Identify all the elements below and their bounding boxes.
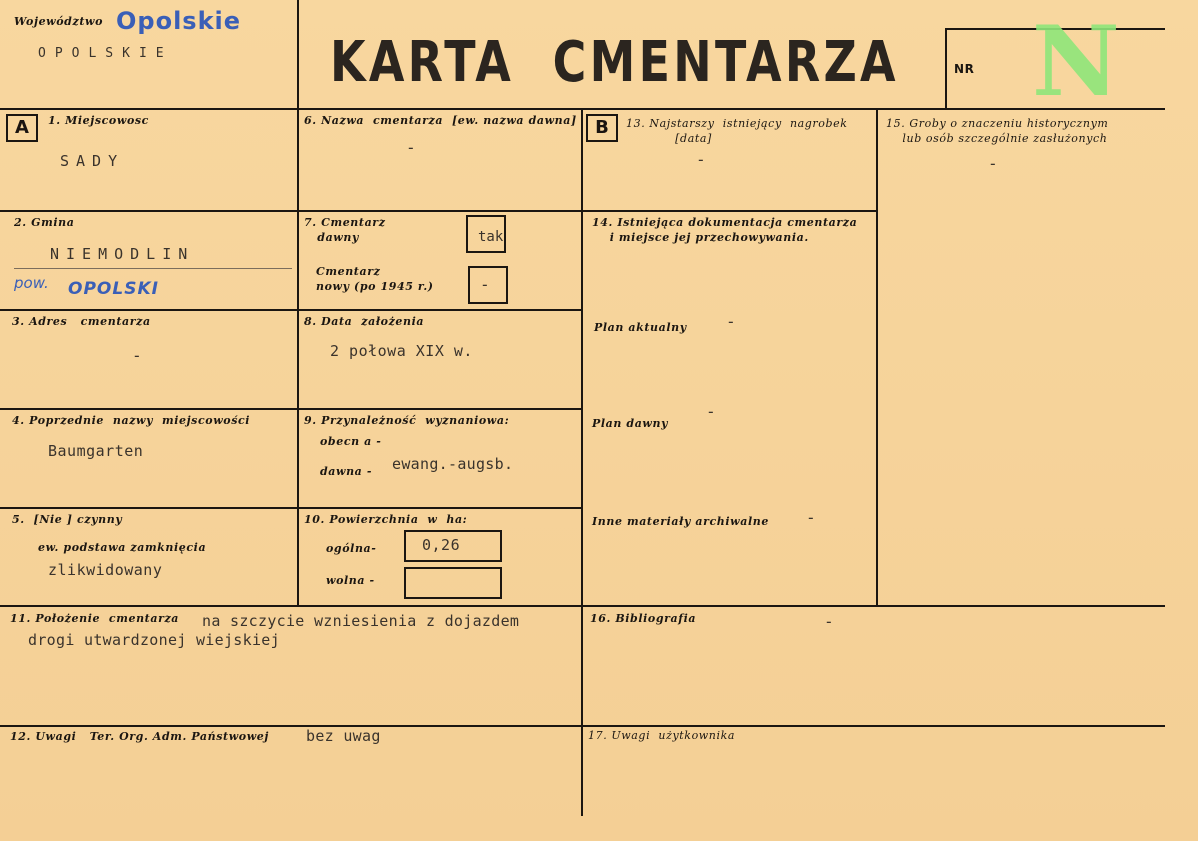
f14-plan-dawny: Plan dawny [592,417,669,430]
f10-label: 10. Powierzchnia w ha: [304,513,468,526]
f9-value: ewang.-augsb. [392,455,514,473]
f1-label: 1. Miejscowosc [48,114,149,127]
f16-value: - [824,612,834,631]
f16-label: 16. Bibliografia [590,612,697,625]
f14-plan-aktualny: Plan aktualny [594,321,687,334]
f8-label: 8. Data założenia [304,315,425,328]
f15-value: - [988,154,998,173]
f14-plan-dawny-value: - [706,402,716,421]
f10-wolna: wolna - [326,574,375,587]
f2-hand-value: OPOLSKI [68,279,159,299]
f9-dawna: dawna - [320,465,373,478]
f9-label: 9. Przynależność wyznaniowa: [304,414,510,427]
f7-old-value: tak [478,229,504,245]
f5-label: 5. [Nie ] czynny [12,513,123,526]
f3-label: 3. Adres cmentarza [12,315,151,328]
divider [945,28,947,110]
divider [0,725,1165,727]
f10-ogolna-value: 0,26 [422,536,461,554]
f2-hand-prefix: pow. [14,274,49,292]
f7-new-value: - [480,275,490,294]
f8-value: 2 połowa XIX w. [330,342,473,360]
f14-label: 14. Istniejąca dokumentacja cmentarza i miejsce jej przechowywania. [592,216,858,244]
divider [581,108,583,816]
f11-value-line2: drogi utwardzonej wiejskiej [28,631,280,649]
f13-label: 13. Najstarszy istniejący nagrobek [data] [626,117,848,145]
f10-ogolna: ogólna- [326,542,377,555]
f5-sub: ew. podstawa zamknięcia [38,541,207,554]
divider [0,507,583,509]
divider [0,309,583,311]
f14-inne-value: - [806,508,816,527]
f9-obecna: obecn a - [320,435,382,448]
section-a-badge: A [6,114,38,142]
f13-value: - [696,150,706,169]
f4-value: Baumgarten [48,442,144,460]
f2-label: 2. Gmina [14,216,75,229]
divider [297,0,299,605]
f6-value: - [406,138,416,157]
f14-inne: Inne materiały archiwalne [592,515,769,528]
divider [0,210,878,212]
page-title: KARTA CMENTARZA [330,30,899,95]
underline [14,268,292,269]
f3-value: - [132,346,142,365]
divider [876,108,878,606]
f7-label-old: 7. Cmentarz dawny [304,216,386,244]
f11-label: 11. Położenie cmentarza [10,612,180,625]
f2-value: NIEMODLIN [50,245,195,263]
divider [0,605,1165,607]
f15-label: 15. Groby o znaczeniu historycznym lub osób szczególnie zasłużonych [886,117,1109,145]
wojewodztwo-typed: OPOLSKIE [38,46,173,61]
f6-label: 6. Nazwa cmentarza [ew. nazwa dawna] [304,114,577,127]
f14-plan-aktualny-value: - [726,312,736,331]
wojewodztwo-stamp: Opolskie [116,7,242,35]
f11-value-line1: na szczycie wzniesienia z dojazdem [202,612,520,630]
f17-label: 17. Uwagi użytkownika [588,729,736,742]
f1-value: SADY [60,152,125,170]
f5-value: zlikwidowany [48,561,163,579]
f12-label: 12. Uwagi Ter. Org. Adm. Państwowej [10,730,269,743]
divider [0,408,583,410]
f4-label: 4. Poprzednie nazwy miejscowości [12,414,251,427]
wojewodztwo-label: Województwo [14,15,104,28]
f12-value: bez uwag [306,727,381,745]
section-b-badge: B [586,114,618,142]
f10-wolna-box [404,567,502,599]
nr-label: NR [954,62,975,76]
nr-mark: N [1032,5,1120,118]
f7-label-new: Cmentarz nowy (po 1945 r.) [316,265,434,293]
